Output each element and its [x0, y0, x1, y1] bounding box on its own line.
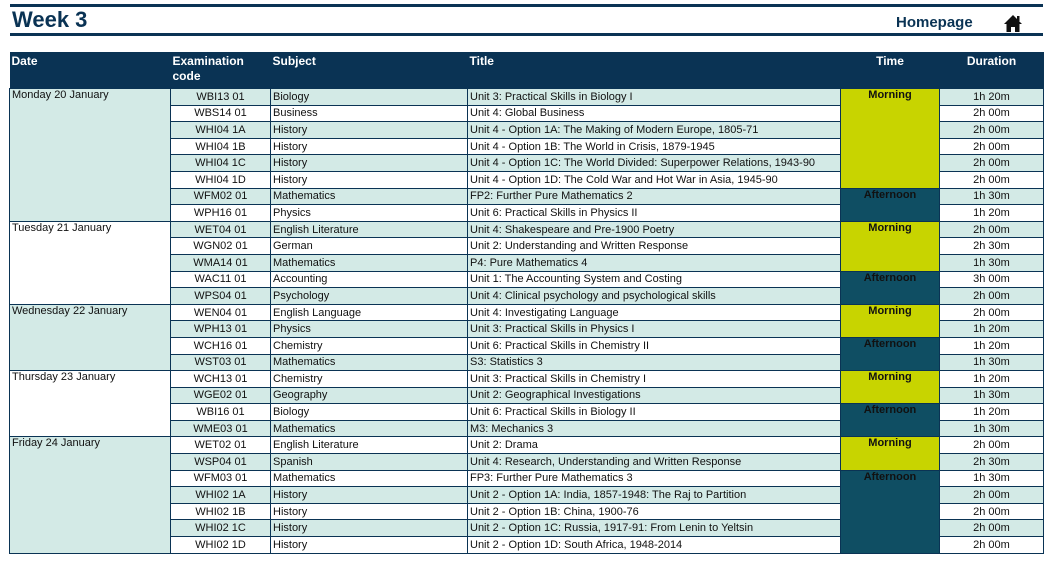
exam-title: S3: Statistics 3: [468, 354, 841, 371]
exam-title: Unit 4 - Option 1A: The Making of Modern Europe, 1805-71: [468, 122, 841, 139]
exam-duration: 1h 20m: [940, 89, 1044, 106]
table-row: [10, 221, 1044, 238]
exam-subject: Biology: [271, 89, 468, 106]
table-row: [10, 371, 1044, 388]
exam-subject: History: [271, 122, 468, 139]
exam-date: Wednesday 22 January: [10, 304, 171, 370]
exam-subject: Biology: [271, 404, 468, 421]
exam-subject: Chemistry: [271, 337, 468, 354]
exam-title: Unit 2: Drama: [468, 437, 841, 454]
exam-code: WET04 01: [171, 221, 271, 238]
exam-code: WMA14 01: [171, 254, 271, 271]
exam-title: Unit 4 - Option 1D: The Cold War and Hot War in Asia, 1945-90: [468, 171, 841, 188]
session-badge: Morning: [841, 304, 940, 337]
header-top-rule: [10, 4, 1043, 7]
exam-date: Tuesday 21 January: [10, 221, 171, 304]
exam-title: Unit 4 - Option 1C: The World Divided: Superpower Relations, 1943-90: [468, 155, 841, 172]
exam-code: WHI02 1A: [171, 487, 271, 504]
exam-duration: 1h 30m: [940, 254, 1044, 271]
exam-duration: 2h 00m: [940, 221, 1044, 238]
session-badge: Afternoon: [841, 271, 940, 304]
table-row: [10, 304, 1044, 321]
exam-subject: History: [271, 537, 468, 554]
exam-duration: 1h 20m: [940, 205, 1044, 222]
column-header-title: Title: [468, 52, 841, 89]
exam-code: WSP04 01: [171, 454, 271, 471]
exam-code: WCH16 01: [171, 337, 271, 354]
exam-subject: Physics: [271, 205, 468, 222]
exam-code: WHI02 1B: [171, 503, 271, 520]
exam-title: Unit 2 - Option 1A: India, 1857-1948: The Raj to Partition: [468, 487, 841, 504]
exam-code: WFM03 01: [171, 470, 271, 487]
exam-title: P4: Pure Mathematics 4: [468, 254, 841, 271]
exam-duration: 2h 00m: [940, 537, 1044, 554]
exam-duration: 2h 00m: [940, 304, 1044, 321]
exam-code: WPH13 01: [171, 321, 271, 338]
exam-duration: 1h 30m: [940, 387, 1044, 404]
session-badge: Morning: [841, 221, 940, 271]
exam-code: WHI04 1A: [171, 122, 271, 139]
exam-title: Unit 4: Investigating Language: [468, 304, 841, 321]
exam-duration: 1h 20m: [940, 337, 1044, 354]
column-header-duration: Duration: [940, 52, 1044, 89]
exam-subject: History: [271, 503, 468, 520]
exam-title: FP3: Further Pure Mathematics 3: [468, 470, 841, 487]
exam-title: Unit 6: Practical Skills in Physics II: [468, 205, 841, 222]
exam-code: WHI02 1C: [171, 520, 271, 537]
exam-duration: 2h 00m: [940, 288, 1044, 305]
page-title: Week 3: [12, 7, 88, 32]
exam-title: Unit 4 - Option 1B: The World in Crisis, 1879-1945: [468, 138, 841, 155]
column-header-code: Examination code: [171, 52, 271, 89]
session-badge: Afternoon: [841, 470, 940, 553]
exam-code: WME03 01: [171, 420, 271, 437]
exam-duration: 2h 00m: [940, 105, 1044, 122]
exam-code: WPH16 01: [171, 205, 271, 222]
exam-duration: 2h 30m: [940, 238, 1044, 255]
exam-code: WGE02 01: [171, 387, 271, 404]
exam-title: Unit 6: Practical Skills in Chemistry II: [468, 337, 841, 354]
exam-duration: 1h 30m: [940, 188, 1044, 205]
exam-subject: History: [271, 171, 468, 188]
exam-duration: 2h 30m: [940, 454, 1044, 471]
exam-date: Friday 24 January: [10, 437, 171, 553]
table-row: [10, 89, 1044, 106]
exam-subject: History: [271, 520, 468, 537]
exam-code: WPS04 01: [171, 288, 271, 305]
exam-subject: Accounting: [271, 271, 468, 288]
exam-code: WHI04 1B: [171, 138, 271, 155]
exam-duration: 1h 30m: [940, 354, 1044, 371]
exam-subject: Business: [271, 105, 468, 122]
exam-subject: Geography: [271, 387, 468, 404]
table-row: [10, 437, 1044, 454]
exam-duration: 2h 00m: [940, 171, 1044, 188]
header-bottom-rule: [10, 33, 1043, 36]
session-badge: Morning: [841, 371, 940, 404]
exam-code: WHI04 1C: [171, 155, 271, 172]
exam-duration: 2h 00m: [940, 155, 1044, 172]
exam-subject: Chemistry: [271, 371, 468, 388]
exam-duration: 2h 00m: [940, 122, 1044, 139]
exam-duration: 2h 00m: [940, 138, 1044, 155]
exam-title: Unit 2 - Option 1D: South Africa, 1948-2014: [468, 537, 841, 554]
column-header-date: Date: [10, 52, 171, 89]
exam-title: Unit 1: The Accounting System and Costing: [468, 271, 841, 288]
exam-duration: 3h 00m: [940, 271, 1044, 288]
exam-subject: Mathematics: [271, 254, 468, 271]
exam-code: WST03 01: [171, 354, 271, 371]
timetable-header-row: [10, 52, 1044, 89]
exam-date: Monday 20 January: [10, 89, 171, 222]
exam-code: WBI16 01: [171, 404, 271, 421]
column-header-time: Time: [841, 52, 940, 89]
exam-code: WFM02 01: [171, 188, 271, 205]
session-badge: Morning: [841, 89, 940, 189]
column-header-subject: Subject: [271, 52, 468, 89]
home-icon[interactable]: [1003, 12, 1023, 34]
exam-subject: Physics: [271, 321, 468, 338]
exam-title: Unit 4: Clinical psychology and psychological skills: [468, 288, 841, 305]
session-badge: Afternoon: [841, 404, 940, 437]
exam-duration: 2h 00m: [940, 503, 1044, 520]
homepage-link[interactable]: Homepage: [896, 14, 973, 31]
exam-duration: 1h 30m: [940, 420, 1044, 437]
exam-duration: 1h 30m: [940, 470, 1044, 487]
exam-date: Thursday 23 January: [10, 371, 171, 437]
session-badge: Morning: [841, 437, 940, 470]
exam-subject: History: [271, 155, 468, 172]
exam-code: WBI13 01: [171, 89, 271, 106]
exam-code: WGN02 01: [171, 238, 271, 255]
exam-title: Unit 3: Practical Skills in Biology I: [468, 89, 841, 106]
exam-subject: Mathematics: [271, 354, 468, 371]
exam-title: FP2: Further Pure Mathematics 2: [468, 188, 841, 205]
exam-code: WHI04 1D: [171, 171, 271, 188]
exam-title: Unit 3: Practical Skills in Physics I: [468, 321, 841, 338]
exam-code: WHI02 1D: [171, 537, 271, 554]
exam-title: M3: Mechanics 3: [468, 420, 841, 437]
exam-code: WBS14 01: [171, 105, 271, 122]
exam-subject: English Literature: [271, 437, 468, 454]
exam-subject: Psychology: [271, 288, 468, 305]
exam-subject: History: [271, 138, 468, 155]
exam-duration: 1h 20m: [940, 371, 1044, 388]
exam-subject: English Literature: [271, 221, 468, 238]
exam-subject: History: [271, 487, 468, 504]
exam-subject: German: [271, 238, 468, 255]
exam-duration: 2h 00m: [940, 487, 1044, 504]
exam-title: Unit 4: Research, Understanding and Written Response: [468, 454, 841, 471]
exam-duration: 2h 00m: [940, 520, 1044, 537]
exam-title: Unit 2 - Option 1B: China, 1900-76: [468, 503, 841, 520]
exam-title: Unit 3: Practical Skills in Chemistry I: [468, 371, 841, 388]
exam-title: Unit 2: Geographical Investigations: [468, 387, 841, 404]
session-badge: Afternoon: [841, 337, 940, 370]
exam-duration: 1h 20m: [940, 404, 1044, 421]
exam-title: Unit 4: Shakespeare and Pre-1900 Poetry: [468, 221, 841, 238]
session-badge: Afternoon: [841, 188, 940, 221]
exam-title: Unit 6: Practical Skills in Biology II: [468, 404, 841, 421]
exam-title: Unit 2: Understanding and Written Response: [468, 238, 841, 255]
exam-code: WAC11 01: [171, 271, 271, 288]
exam-title: Unit 2 - Option 1C: Russia, 1917-91: From Lenin to Yeltsin: [468, 520, 841, 537]
exam-subject: Mathematics: [271, 420, 468, 437]
exam-subject: English Language: [271, 304, 468, 321]
exam-code: WET02 01: [171, 437, 271, 454]
exam-subject: Mathematics: [271, 188, 468, 205]
exam-title: Unit 4: Global Business: [468, 105, 841, 122]
exam-code: WEN04 01: [171, 304, 271, 321]
exam-duration: 2h 00m: [940, 437, 1044, 454]
exam-subject: Mathematics: [271, 470, 468, 487]
exam-subject: Spanish: [271, 454, 468, 471]
exam-timetable: [9, 52, 1044, 554]
exam-duration: 1h 20m: [940, 321, 1044, 338]
exam-code: WCH13 01: [171, 371, 271, 388]
